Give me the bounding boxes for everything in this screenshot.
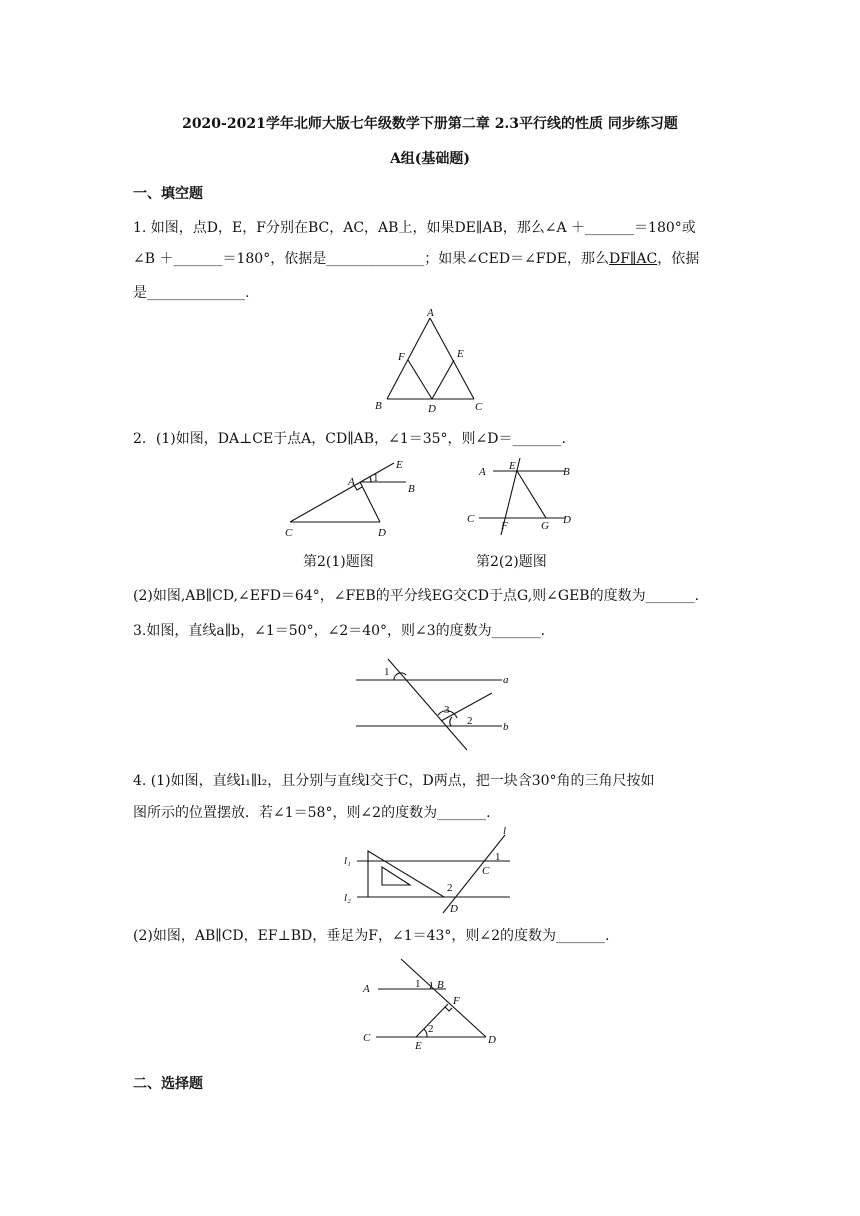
q4-fig2-label-D: D	[488, 1034, 496, 1046]
q4-fig2-label-E: E	[415, 1040, 422, 1052]
q1-line2-text-a: ∠B ＋_______＝180°，依据是______________；如果∠CED＝∠FDE，那么	[133, 251, 609, 267]
q4-fig1-label-l: l	[503, 825, 507, 837]
q1-label-D: D	[428, 403, 436, 415]
q2-fig2-label-E: E	[509, 460, 516, 472]
q4-fig1-label-1: 1	[495, 851, 501, 863]
q1-label-E: E	[457, 348, 464, 360]
q2-fig1-label-D: D	[378, 527, 386, 539]
q1-figure-triangle	[370, 305, 490, 417]
q1-label-A: A	[427, 307, 434, 319]
q4-figure-2	[358, 955, 508, 1055]
q1-line2	[133, 248, 699, 268]
q2-fig1-label-A: A	[348, 476, 355, 488]
q2-caption-2: 第2(2)题图	[476, 554, 547, 570]
q1-line2-text-c: ，依据	[657, 251, 700, 267]
q1-label-B: B	[375, 400, 382, 412]
q2-figure-1	[282, 455, 422, 539]
q4-fig2-label-1: 1	[415, 978, 421, 990]
q2-fig2-label-A: A	[479, 466, 486, 478]
q3-label-3: 3	[444, 704, 450, 716]
q3-figure	[350, 655, 520, 755]
q1-label-C: C	[475, 401, 483, 413]
q4-fig1-label-C: C	[482, 865, 490, 877]
page-subtitle: A组(基础题)	[389, 151, 471, 167]
q4-fig1-label-l1: l₁	[344, 855, 351, 867]
q2-fig1-label-E: E	[396, 459, 403, 471]
q1-line2-text-b: DF∥AC	[608, 251, 658, 267]
q2-fig2-label-F: F	[501, 520, 508, 532]
q4-figure-1	[340, 825, 520, 920]
q4-fig2-label-B: B	[437, 979, 444, 991]
q2-line2: (2)如图,AB∥CD,∠EFD＝64°，∠FEB的平分线EG交CD于点G,则∠GEB的度数为_______.	[133, 588, 700, 604]
q4-fig2-label-2: 2	[428, 1023, 434, 1035]
q2-caption-1: 第2(1)题图	[303, 554, 374, 570]
q1-label-F: F	[398, 351, 405, 363]
q4-line3: (2)如图，AB∥CD，EF⊥BD，垂足为F，∠1＝43°，则∠2的度数为_______.	[133, 928, 610, 944]
q3-line1: 3.如图，直线a∥b，∠1＝50°，∠2＝40°，则∠3的度数为_______.	[133, 623, 546, 639]
q1-line3: 是______________.	[133, 285, 250, 301]
q1-line1: 1. 如图，点D，E，F分别在BC，AC，AB上，如果DE∥AB，那么∠A ＋_______＝180°或	[133, 220, 696, 236]
q4-fig1-label-2: 2	[447, 882, 453, 894]
page-title: 2020-2021学年北师大版七年级数学下册第二章 2.3平行线的性质 同步练习题	[182, 116, 678, 132]
q2-fig2-label-B: B	[563, 466, 570, 478]
q4-fig1-label-D: D	[450, 903, 458, 915]
q2-figure-2	[465, 455, 585, 535]
section-heading-multiple-choice: 二、选择题	[133, 1076, 203, 1092]
q4-fig2-label-A: A	[363, 983, 370, 995]
q3-label-2: 2	[467, 715, 473, 727]
q2-line1: 2．(1)如图，DA⊥CE于点A，CD∥AB，∠1＝35°，则∠D＝_______.	[133, 431, 566, 447]
q2-fig1-label-B: B	[408, 483, 415, 495]
q3-label-b: b	[503, 721, 509, 733]
q4-line1: 4. (1)如图，直线l₁∥l₂，且分别与直线l交于C，D两点，把一块含30°角的三角尺按如	[133, 773, 655, 789]
q2-fig2-label-D: D	[563, 514, 571, 526]
q3-label-a: a	[503, 674, 509, 686]
q4-fig2-label-C: C	[363, 1032, 371, 1044]
q4-line2: 图所示的位置摆放．若∠1＝58°，则∠2的度数为_______.	[133, 805, 491, 821]
section-heading-fill-blank: 一、填空题	[133, 186, 203, 202]
q4-fig2-label-F: F	[453, 995, 460, 1007]
q2-fig1-label-C: C	[285, 527, 293, 539]
q2-fig1-label-1: 1	[373, 472, 379, 484]
q2-fig2-label-G: G	[541, 520, 549, 532]
q2-fig2-label-C: C	[467, 513, 475, 525]
q3-label-1: 1	[384, 666, 390, 678]
q4-fig1-label-l2: l₂	[344, 892, 351, 904]
